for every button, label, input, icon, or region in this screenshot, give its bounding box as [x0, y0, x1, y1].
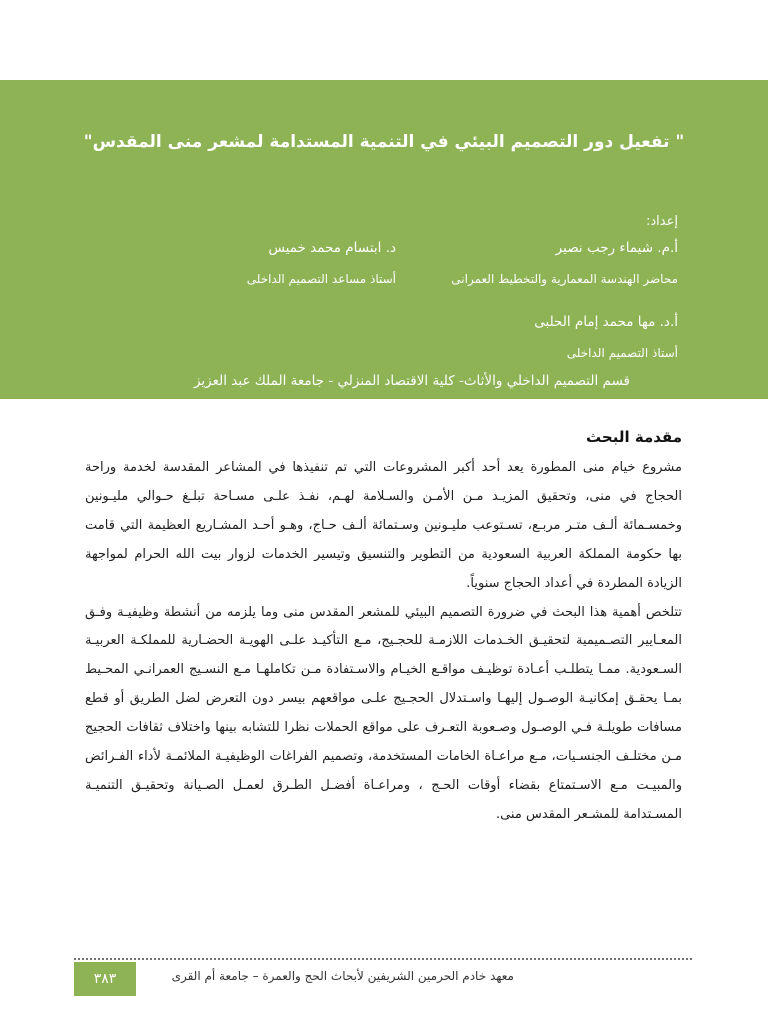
section-title: مقدمة البحث [586, 428, 682, 446]
author-role: محاضر الهندسة المعمارية والتخطيط العمرانى [451, 272, 678, 286]
author-1 [451, 240, 678, 286]
title-banner [0, 80, 768, 399]
paragraph-2: تتلخص أهمية هذا البحث في ضرورة التصميم البيئي للمشعر المقدس منى وما يلزمه من أنشطة وظيفيـة وفـق المعـايير التصـميمية لتحقيـق الخـدمات اللازمـة للحجـيج، مـع التأكيـد علـى الهويـة الحضـارية للمملكـة العربيـة السـعودية. ممـا يتطلـب أعـادة توظيـف مواقـع الخيـام والاسـتفادة مـن تكاملهـا مـع النسـيج العمرانـي المحـيط بمـا يحقـق إمكانيـة الوصـول إليهـا واسـتدلال الحجـيج علـى مواقعهم بيسر دون التعرض لضل الطريق أو قطع مسافات طويلـة فـي الوصـول وصـعوبة التعـرف على مواقع الحملات نظرا للتشابه بينها واختلاف ثقافات الحجيج مـن مختلـف الجنسـيات، مـع مراعـاة الخامات المستخدمة، وتصميم الفراغات الوظيفيـة الملائمـة لأداء الفـرائض والمبيـت مـع الاسـتمتاع بقضاء أوقات الحـج ، ومراعـاة أفضـل الطـرق لعمـل الصـيانة وتحقيـق التنميـة المسـتدامة للمشـعر المقدس منى. [85, 604, 682, 822]
page-number: ٣٨٣ [74, 962, 136, 996]
paper-body [85, 428, 682, 830]
author-2 [247, 240, 396, 286]
author-name: أ.د. مها محمد إمام الحلبى [534, 314, 678, 330]
department-affiliation: قسم التصميم الداخلي والأثاث- كلية الاقتصاد المنزلي - جامعة الملك عبد العزيز [193, 373, 630, 389]
author-name: أ.م. شيماء رجب نصير [555, 240, 678, 256]
author-role: أستاذ التصميم الداخلى [566, 346, 678, 360]
paper-title: " تفعيل دور التصميم البيئي في التنمية المستدامة لمشعر منى المقدس" [83, 132, 685, 152]
page-footer [74, 958, 692, 992]
prepared-by-label: إعداد: [646, 214, 678, 229]
paragraph-1: مشروع خيام منى المطورة يعد أحد أكبر المشروعات التي تم تنفيذها في المشاعر المقدسة لخدمة وراحة الحجاج في منى، وتحقيق المزيـد مـن الأمـن والسـلامة لهـم، نفـذ علـى مسـاحة تبلـغ حـوالي مليـونين وخمسـمائة ألـف متـر مربـع، تسـتوعب مليـونين وسـتمائة ألـف حـاج، وهـو أحـد المشـاريع العظيمة التي قامت بها حكومة المملكة العربية السعودية من التطوير والتنسيق وتيسير الخدمات لزوار بيت الله الحرام لمواجهة الزيادة المطردة في أعداد الحجاج سنوياً. [85, 460, 682, 591]
author-name: د. ابتسام محمد خميس [268, 240, 396, 256]
author-3 [534, 314, 678, 360]
institute-name: معهد خادم الحرمين الشريفين لأبحاث الحج والعمرة – جامعة أم القرى [171, 969, 514, 983]
author-role: أستاذ مساعد التصميم الداخلى [246, 272, 396, 286]
